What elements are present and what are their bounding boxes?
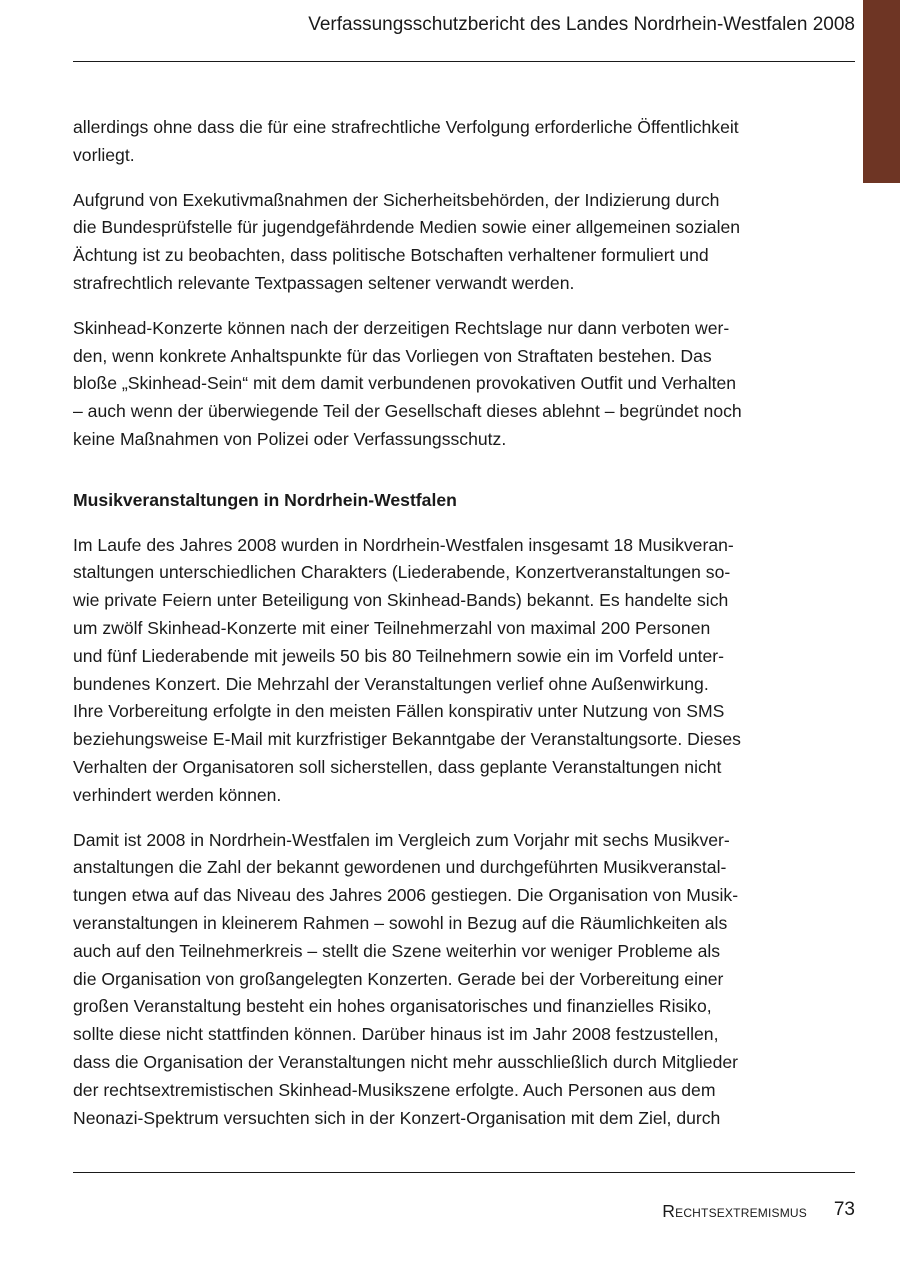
chapter-edge-tab [863, 0, 900, 183]
page-number: 73 [833, 1199, 855, 1220]
header-rule [73, 61, 855, 62]
body-paragraph: allerdings ohne dass die für eine strafrechtliche Verfolgung erforderliche Öffentlichkeit vorliegt. [73, 117, 739, 165]
section-heading: Musikveranstaltungen in Nordrhein-Westfalen [73, 489, 457, 510]
body-paragraph: Im Laufe des Jahres 2008 wurden in Nordrhein-Westfalen insgesamt 18 Musikveran- staltungen unterschiedlichen Charakters (Liederabende, Konzertveranstaltungen so- wie private Feiern unter Beteiligung von Skinhead-Bands) bekannt. Es handelte sich um zwölf Skinhead-Konzerte mit einer Teilnehmerzahl von maximal 200 Personen und fünf Liederabende mit jeweils 50 bis 80 Teilnehmern sowie ein im Vorfeld unter- bundenes Konzert. Die Mehrzahl der Veranstaltungen verlief ohne Außenwirkung. Ihre Vorbereitung erfolgte in den meisten Fällen konspirativ unter Nutzung von SMS beziehungsweise E-Mail mit kurzfristiger Bekanntgabe der Veranstaltungsorte. Dieses Verhalten der Organisatoren soll sicherstellen, dass geplante Veranstaltungen nicht verhindert werden können. [73, 534, 741, 805]
footer-section-label: Rechtsextremismus [662, 1201, 807, 1221]
body-paragraph: Aufgrund von Exekutivmaßnahmen der Sicherheitsbehörden, der Indizierung durch die Bundesprüfstelle für jugendgefährdende Medien sowie einer allgemeinen sozialen Ächtung ist zu beobachten, dass politische Botschaften verhaltener formuliert und strafrechtlich relevante Textpassagen seltener verwandt werden. [73, 189, 741, 293]
body-paragraph: Damit ist 2008 in Nordrhein-Westfalen im Vergleich zum Vorjahr mit sechs Musikver- anstaltungen die Zahl der bekannt gewordenen und durchgeführten Musikveranstal- tungen etwa auf das Niveau des Jahres 2006 gestiegen. Die Organisation von Musik- veranstaltungen in kleinerem Rahmen – sowohl in Bezug auf die Räumlichkeiten als auch auf den Teilnehmerkreis – stellt die Szene weiterhin vor weniger Probleme als die Organisation von großangelegten Konzerten. Gerade bei der Vorbereitung einer großen Veranstaltung besteht ein hohes organisatorisches und finanzielles Risiko, sollte diese nicht stattfinden können. Darüber hinaus ist im Jahr 2008 festzustellen, dass die Organisation der Veranstaltungen nicht mehr ausschließlich durch Mitglieder der rechtsextremistischen Skinhead-Musikszene erfolgte. Auch Personen aus dem Neonazi-Spektrum versuchten sich in der Konzert-Organisation mit dem Ziel, durch [73, 829, 739, 1128]
body-paragraph: Skinhead-Konzerte können nach der derzeitigen Rechtslage nur dann verboten wer- den, wenn konkrete Anhaltspunkte für das Vorliegen von Straftaten bestehen. Das bloße „Skinhead-Sein“ mit dem damit verbundenen provokativen Outfit und Verhalten – auch wenn der überwiegende Teil der Gesellschaft dieses ablehnt – begründet noch keine Maßnahmen von Polizei oder Verfassungsschutz. [73, 317, 742, 449]
page-body [73, 114, 823, 1149]
running-header: Verfassungsschutzbericht des Landes Nordrhein-Westfalen 2008 [308, 14, 855, 35]
footer-rule [73, 1172, 855, 1173]
